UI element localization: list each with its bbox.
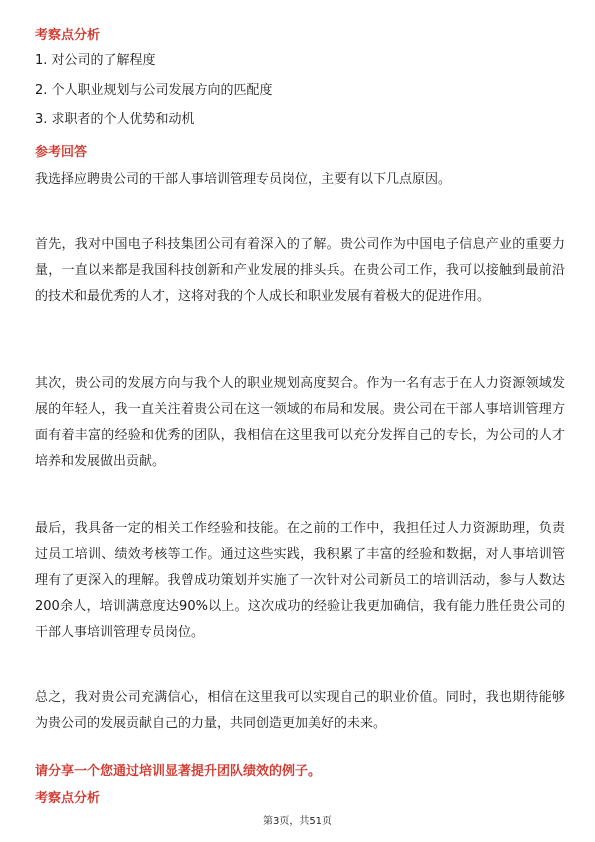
answer-paragraph-first: 首先，我对中国电子科技集团公司有着深入的了解。贵公司作为中国电子信息产业的重要力量，一直以来都是我国科技创新和产业发展的排头兵。在贵公司工作，我可以接触到最前沿的技术和最优秀的人才，这将对我的个人成长和职业发展有着极大的促进作用。 [35,237,565,304]
analysis-item-2: 2. 个人职业规划与公司发展方向的匹配度 [35,83,273,98]
page-number: 第3页，共51页 [262,816,333,827]
answer-paragraph-conclusion: 总之，我对贵公司充满信心，相信在这里我可以实现自己的职业价值。同时，我也期待能够为贵公司的发展贡献自己的力量，共同创造更加美好的未来。 [35,690,565,731]
analysis-item-1: 1. 对公司的了解程度 [35,53,156,68]
answer-paragraph-intro: 我选择应聘贵公司的干部人事培训管理专员岗位，主要有以下几点原因。 [35,172,452,187]
answer-paragraph-third: 最后，我具备一定的相关工作经验和技能。在之前的工作中，我担任过人力资源助理，负责过员工培训、绩效考核等工作。通过这些实践，我积累了丰富的经验和数据，对人事培训管理有了更深入的理解。我曾成功策划并实施了一次针对公司新员工的培训活动，参与人数达200余人，培训满意度达90%以上。这次成功的经验让我更加确信，我有能力胜任贵公司的干部人事培训管理专员岗位。 [35,521,565,640]
section-heading-next-analysis: 考察点分析 [35,791,101,806]
section-heading-answer: 参考回答 [35,145,88,160]
analysis-item-3: 3. 求职者的个人优势和动机 [35,112,195,127]
next-question: 请分享一个您通过培训显著提升团队绩效的例子。 [35,764,322,779]
section-heading-analysis: 考察点分析 [35,28,101,43]
answer-paragraph-second: 其次，贵公司的发展方向与我个人的职业规划高度契合。作为一名有志于在人力资源领域发展的年轻人，我一直关注着贵公司在这一领域的布局和发展。贵公司在干部人事培训管理方面有着丰富的经验和优秀的团队，我相信在这里我可以充分发挥自己的专长，为公司的人才培养和发展做出贡献。 [35,376,565,469]
